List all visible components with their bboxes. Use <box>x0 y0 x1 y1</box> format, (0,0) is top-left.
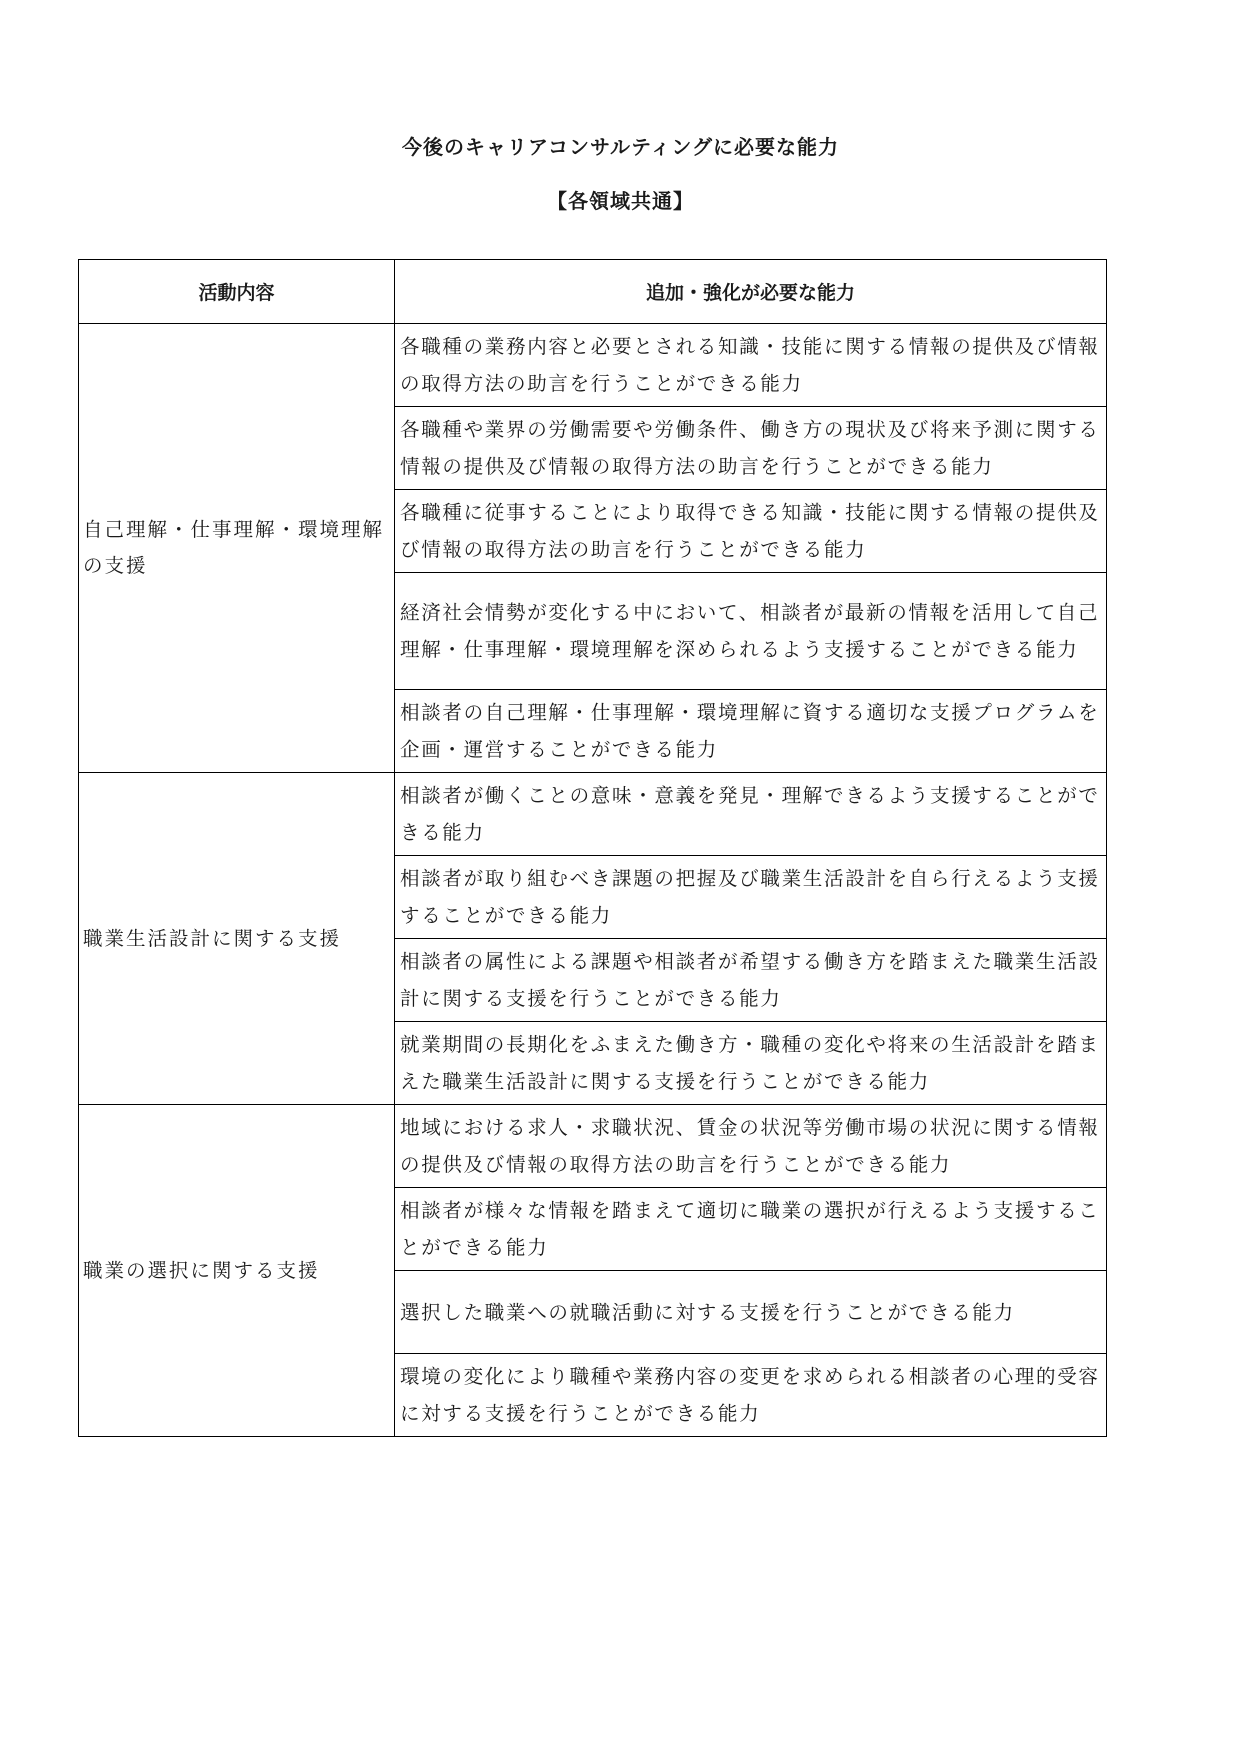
ability-cell: 相談者の自己理解・仕事理解・環境理解に資する適切な支援プログラムを企画・運営することができる能力 <box>395 690 1107 773</box>
category-cell: 自己理解・仕事理解・環境理解の支援 <box>79 324 395 773</box>
header-ability: 追加・強化が必要な能力 <box>395 260 1107 324</box>
ability-cell: 相談者が様々な情報を踏まえて適切に職業の選択が行えるよう支援することができる能力 <box>395 1188 1107 1271</box>
ability-cell: 相談者の属性による課題や相談者が希望する働き方を踏まえた職業生活設計に関する支援を行うことができる能力 <box>395 939 1107 1022</box>
ability-cell: 相談者が取り組むべき課題の把握及び職業生活設計を自ら行えるよう支援することができる能力 <box>395 856 1107 939</box>
table-row <box>79 1105 1107 1188</box>
category-cell: 職業の選択に関する支援 <box>79 1105 395 1437</box>
ability-cell: 各職種の業務内容と必要とされる知識・技能に関する情報の提供及び情報の取得方法の助言を行うことができる能力 <box>395 324 1107 407</box>
ability-cell: 就業期間の長期化をふまえた働き方・職種の変化や将来の生活設計を踏まえた職業生活設計に関する支援を行うことができる能力 <box>395 1022 1107 1105</box>
document-title: 今後のキャリアコンサルティングに必要な能力 <box>402 135 839 159</box>
table-row <box>79 324 1107 407</box>
document-subtitle: 【各領域共通】 <box>547 189 694 213</box>
abilities-table <box>78 259 1107 1437</box>
ability-cell: 選択した職業への就職活動に対する支援を行うことができる能力 <box>395 1271 1107 1354</box>
table-header-row <box>79 260 1107 324</box>
ability-cell: 環境の変化により職種や業務内容の変更を求められる相談者の心理的受容に対する支援を行うことができる能力 <box>395 1354 1107 1437</box>
ability-cell: 各職種や業界の労働需要や労働条件、働き方の現状及び将来予測に関する情報の提供及び情報の取得方法の助言を行うことができる能力 <box>395 407 1107 490</box>
ability-cell: 相談者が働くことの意味・意義を発見・理解できるよう支援することができる能力 <box>395 773 1107 856</box>
header-activity: 活動内容 <box>79 260 395 324</box>
category-cell: 職業生活設計に関する支援 <box>79 773 395 1105</box>
ability-cell: 経済社会情勢が変化する中において、相談者が最新の情報を活用して自己理解・仕事理解・環境理解を深められるよう支援することができる能力 <box>395 573 1107 690</box>
table-row <box>79 773 1107 856</box>
ability-cell: 地域における求人・求職状況、賃金の状況等労働市場の状況に関する情報の提供及び情報の取得方法の助言を行うことができる能力 <box>395 1105 1107 1188</box>
ability-cell: 各職種に従事することにより取得できる知識・技能に関する情報の提供及び情報の取得方法の助言を行うことができる能力 <box>395 490 1107 573</box>
